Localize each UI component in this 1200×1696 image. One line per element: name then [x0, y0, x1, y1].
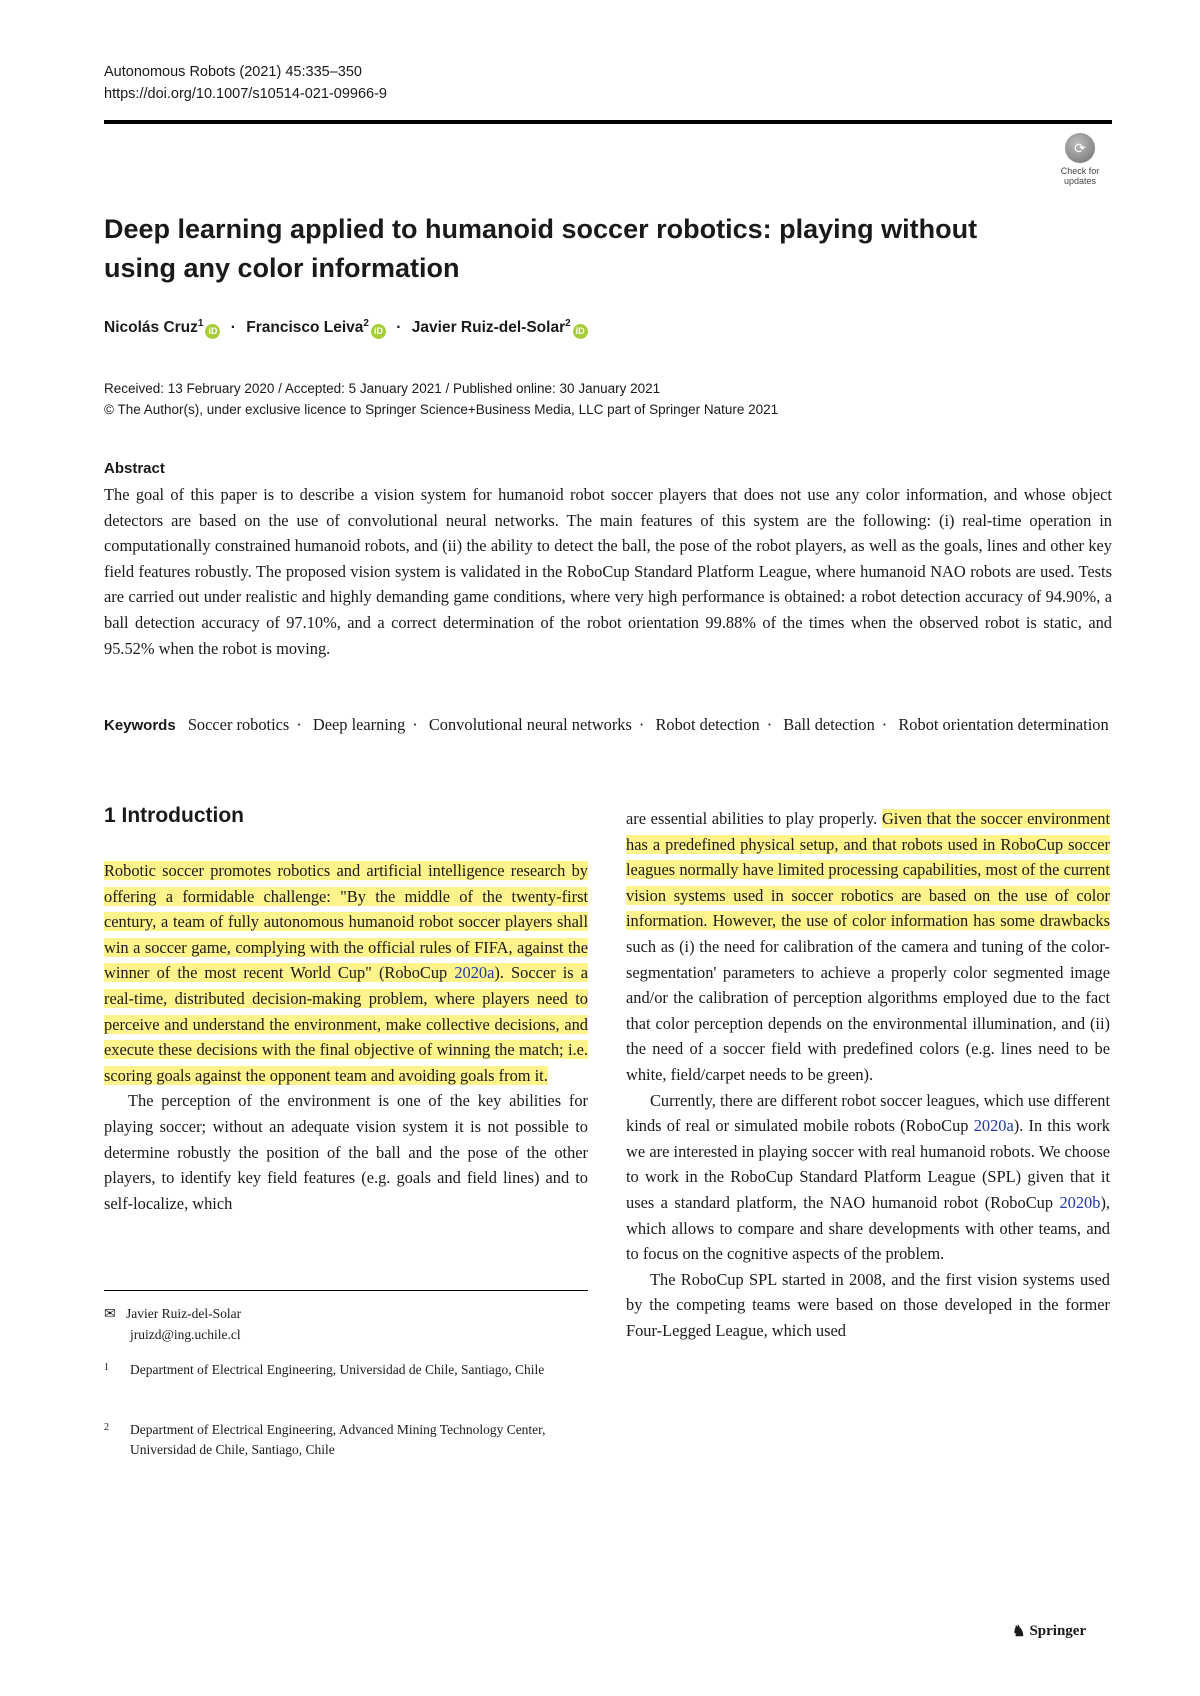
citation-link[interactable]: 2020a	[454, 963, 495, 983]
author-1: Nicolás Cruz$^1$	[104, 318, 204, 337]
publisher-name: Springer	[1029, 1623, 1087, 1639]
abstract-text: The goal of this paper is to describe a vision system for humanoid robot soccer players that does not use any color information, and whose object detectors are based on the use of convolutional neural networks. The main features of this system are the following: (i) real-time operation in computationally constrained humanoid robots, and (ii) the ability to detect the ball, the pose of the robot players, as well as the goals, lines and other key field features robustly. The proposed vision system is validated in the RoboCup Standard Platform League, where humanoid NAO robots are used. Tests are carried out under realistic and highly demanding game conditions, where very high performance is obtained: a robot detection accuracy of 94.90%, a ball detection accuracy of 97.10%, and a correct determination of the robot orientation 99.88% of the times when the observed robot is static, and 95.52% when the robot is moving.	[104, 485, 1112, 658]
author-list: Nicolás Cruz$^1$iD · Francisco Leiva$^2$iD · Javier Ruiz-del-Solar$^2$iD	[104, 318, 588, 339]
citation-link[interactable]: 2020a	[973, 1116, 1014, 1136]
paragraph: The perception of the environment is one of the key abilities for playing soccer; without an adequate vision system it is not possible to determine robustly the position of the ball and the pose of the other players, to identify key field features (e.g. goals and field lines) and to self-localize, which	[104, 1091, 588, 1213]
keyword: Robot detection	[655, 715, 760, 734]
paragraph: are essential abilities to play properly. Given that the soccer environment has a predefined physical setup, and that robots used in RoboCup soccer leagues normally have limited processing capabilities, most of the current vision systems used in soccer robotics are based on the use of color information. However, the use of color information has some drawbacks such as (i) the need for calibration of the camera and tuning of the color-segmentation' parameters to achieve a properly color segmented image and/or the calibration of perception algorithms employed due to the fact that color perception depends on the environmental illumination, and (ii) the need of a soccer field with predefined colors (e.g. lines need to be white, field/carpet needs to be green).	[626, 809, 1110, 1084]
affiliation-2: 2 Department of Electrical Engineering, Advanced Mining Technology Center, Universidad de Chile, Santiago, Chile	[104, 1422, 546, 1457]
abstract-heading: Abstract	[104, 460, 165, 477]
keyword: Robot orientation determination	[898, 715, 1109, 734]
envelope-icon: ✉	[104, 1307, 116, 1322]
keyword: Convolutional neural networks	[428, 715, 632, 734]
corresponding-author	[104, 1304, 241, 1345]
paragraph: The RoboCup SPL started in 2008, and the first vision systems used by the competing teams were based on those developed in the former Four-Legged League, which used	[626, 1269, 1110, 1340]
orcid-icon[interactable]: iD	[371, 324, 386, 339]
keyword: Soccer robotics	[187, 715, 290, 734]
section-heading-introduction: 1 Introduction	[104, 804, 244, 827]
orcid-icon[interactable]: iD	[205, 324, 220, 339]
copyright-notice: © The Author(s), under exclusive licence to Springer Science+Business Media, LLC part of Springer Nature 2021	[104, 402, 779, 417]
citation-link[interactable]: 2020b	[1059, 1192, 1101, 1212]
keyword: Deep learning	[312, 715, 406, 734]
orcid-icon[interactable]: iD	[573, 324, 588, 339]
journal-citation: Autonomous Robots (2021) 45:335–350	[104, 64, 362, 80]
corresponding-email[interactable]: jruizd@ing.uchile.cl	[130, 1327, 241, 1342]
springer-horse-icon: ♞	[1012, 1624, 1026, 1640]
doi-link[interactable]: https://doi.org/10.1007/s10514-021-09966-9	[104, 86, 387, 102]
header-rule	[104, 120, 1112, 124]
paragraph	[104, 858, 588, 1088]
body-column-left	[104, 858, 588, 1216]
body-column-right	[626, 806, 1110, 1343]
check-updates-label: Check for updates	[1060, 166, 1100, 186]
highlighted-text: Robotic soccer promotes robotics and artificial intelligence research by offering a formidable challenge: "By the middle of the twenty-first century, a team of fully autonomous humanoid robot soccer players shall win a soccer game, complying with the official rules of FIFA, against the winner of the most recent World Cup" (RoboCup 2020a). Soccer is a real-time, distributed decision-making problem, where players need to perceive and understand the environment, make collective decisions, and execute these decisions with the final objective of winning the match; i.e. scoring goals against the opponent team and avoiding goals from it.	[104, 861, 588, 1085]
author-2: Francisco Leiva$^2$	[246, 318, 369, 337]
affiliation-1: 1 Department of Electrical Engineering, Universidad de Chile, Santiago, Chile	[104, 1362, 545, 1377]
paragraph: Currently, there are different robot soccer leagues, which use different kinds of real or simulated mobile robots (RoboCup 2020a). In this work we are interested in playing soccer with real humanoid robots. We choose to work in the RoboCup Standard Platform League (SPL) given that it uses a standard platform, the NAO humanoid robot (RoboCup 2020b), which allows to compare and share developments with other teams, and to focus on the cognitive aspects of the problem.	[626, 1090, 1110, 1264]
publisher-logo	[1012, 1622, 1086, 1641]
highlighted-text: Given that the soccer environment has a predefined physical setup, and that robots used in RoboCup soccer leagues normally have limited processing capabilities, most of the current vision systems used in soccer robotics are based on the use of color information. However, the use of color information has some drawbacks	[626, 809, 1110, 931]
check-for-updates-badge[interactable]	[1048, 133, 1112, 195]
keywords: Keywords Soccer robotics · Deep learning · Convolutional neural networks · Robot detection · Ball detection · Robot orientation determination	[104, 715, 1109, 734]
author-3: Javier Ruiz-del-Solar$^2$	[411, 318, 571, 337]
paper-title: Deep learning applied to humanoid soccer robotics: playing without using any color information	[104, 214, 978, 283]
publication-dates: Received: 13 February 2020 / Accepted: 5 January 2021 / Published online: 30 January 2021	[104, 381, 661, 396]
keywords-label: Keywords	[104, 717, 176, 734]
check-updates-icon: ⟳	[1065, 133, 1095, 163]
footnote-rule	[104, 1290, 588, 1291]
keyword: Ball detection	[783, 715, 875, 734]
corresponding-name: Javier Ruiz-del-Solar	[126, 1306, 242, 1321]
